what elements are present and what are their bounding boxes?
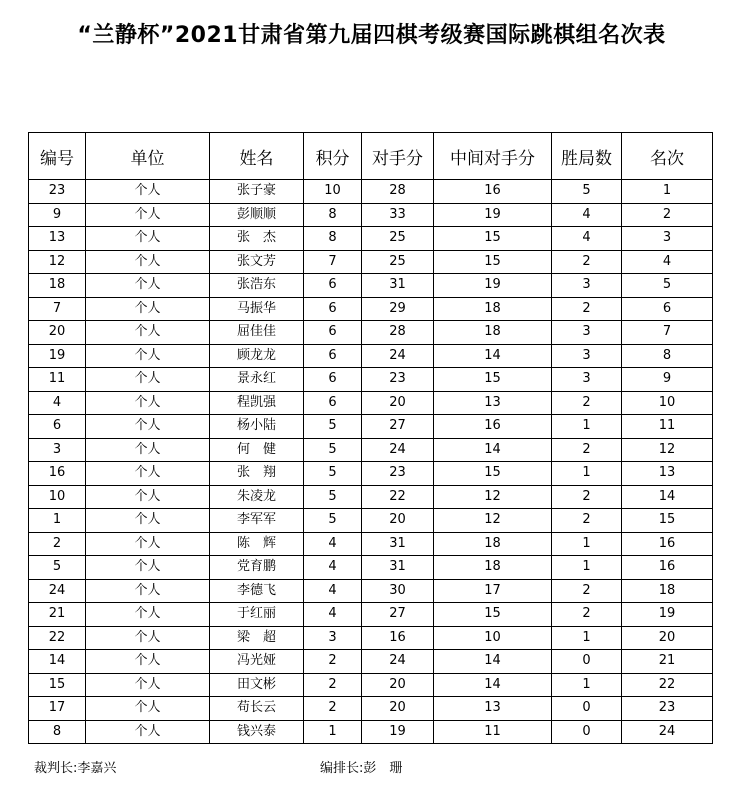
cell-opponent-score: 20 xyxy=(362,391,434,415)
cell-wins: 2 xyxy=(552,509,622,533)
cell-unit: 个人 xyxy=(86,532,210,556)
cell-unit: 个人 xyxy=(86,556,210,580)
cell-median-opponent-score: 17 xyxy=(434,579,552,603)
cell-id: 24 xyxy=(29,579,86,603)
cell-rank: 11 xyxy=(622,415,713,439)
table-row xyxy=(29,720,713,744)
cell-points: 6 xyxy=(304,391,362,415)
cell-wins: 3 xyxy=(552,321,622,345)
cell-wins: 3 xyxy=(552,368,622,392)
cell-wins: 2 xyxy=(552,438,622,462)
cell-median-opponent-score: 18 xyxy=(434,532,552,556)
cell-wins: 2 xyxy=(552,579,622,603)
cell-id: 13 xyxy=(29,227,86,251)
cell-unit: 个人 xyxy=(86,344,210,368)
cell-id: 12 xyxy=(29,250,86,274)
cell-median-opponent-score: 18 xyxy=(434,297,552,321)
cell-opponent-score: 22 xyxy=(362,485,434,509)
cell-wins: 1 xyxy=(552,556,622,580)
cell-name: 景永红 xyxy=(210,368,304,392)
cell-unit: 个人 xyxy=(86,603,210,627)
cell-points: 8 xyxy=(304,227,362,251)
cell-id: 19 xyxy=(29,344,86,368)
cell-unit: 个人 xyxy=(86,321,210,345)
table-row xyxy=(29,532,713,556)
cell-opponent-score: 20 xyxy=(362,697,434,721)
cell-id: 15 xyxy=(29,673,86,697)
cell-wins: 1 xyxy=(552,673,622,697)
cell-wins: 3 xyxy=(552,344,622,368)
cell-wins: 5 xyxy=(552,180,622,204)
cell-unit: 个人 xyxy=(86,203,210,227)
cell-opponent-score: 23 xyxy=(362,462,434,486)
cell-wins: 2 xyxy=(552,297,622,321)
cell-rank: 10 xyxy=(622,391,713,415)
cell-wins: 1 xyxy=(552,462,622,486)
cell-points: 6 xyxy=(304,274,362,298)
cell-rank: 7 xyxy=(622,321,713,345)
cell-unit: 个人 xyxy=(86,274,210,298)
cell-rank: 3 xyxy=(622,227,713,251)
table-row xyxy=(29,227,713,251)
cell-wins: 1 xyxy=(552,415,622,439)
cell-points: 2 xyxy=(304,697,362,721)
cell-unit: 个人 xyxy=(86,415,210,439)
cell-opponent-score: 29 xyxy=(362,297,434,321)
cell-opponent-score: 25 xyxy=(362,250,434,274)
table-row xyxy=(29,650,713,674)
cell-opponent-score: 24 xyxy=(362,344,434,368)
cell-opponent-score: 28 xyxy=(362,321,434,345)
cell-opponent-score: 27 xyxy=(362,603,434,627)
cell-name: 田文彬 xyxy=(210,673,304,697)
cell-unit: 个人 xyxy=(86,438,210,462)
cell-unit: 个人 xyxy=(86,509,210,533)
cell-wins: 4 xyxy=(552,227,622,251)
cell-points: 4 xyxy=(304,579,362,603)
cell-id: 9 xyxy=(29,203,86,227)
header-id: 编号 xyxy=(29,133,86,180)
cell-name: 党育鹏 xyxy=(210,556,304,580)
cell-rank: 24 xyxy=(622,720,713,744)
cell-name: 顾龙龙 xyxy=(210,344,304,368)
cell-median-opponent-score: 15 xyxy=(434,368,552,392)
cell-id: 22 xyxy=(29,626,86,650)
cell-median-opponent-score: 10 xyxy=(434,626,552,650)
cell-opponent-score: 30 xyxy=(362,579,434,603)
cell-name: 李军军 xyxy=(210,509,304,533)
cell-median-opponent-score: 15 xyxy=(434,227,552,251)
table-row xyxy=(29,438,713,462)
cell-median-opponent-score: 15 xyxy=(434,462,552,486)
cell-points: 2 xyxy=(304,650,362,674)
cell-points: 1 xyxy=(304,720,362,744)
cell-name: 何 健 xyxy=(210,438,304,462)
header-rank: 名次 xyxy=(622,133,713,180)
cell-points: 8 xyxy=(304,203,362,227)
cell-points: 4 xyxy=(304,556,362,580)
cell-id: 1 xyxy=(29,509,86,533)
cell-wins: 4 xyxy=(552,203,622,227)
header-name: 姓名 xyxy=(210,133,304,180)
cell-rank: 14 xyxy=(622,485,713,509)
cell-id: 11 xyxy=(29,368,86,392)
cell-points: 4 xyxy=(304,603,362,627)
cell-rank: 9 xyxy=(622,368,713,392)
cell-name: 苟长云 xyxy=(210,697,304,721)
cell-rank: 5 xyxy=(622,274,713,298)
cell-unit: 个人 xyxy=(86,650,210,674)
cell-opponent-score: 25 xyxy=(362,227,434,251)
table-row xyxy=(29,556,713,580)
cell-median-opponent-score: 15 xyxy=(434,603,552,627)
cell-name: 张 杰 xyxy=(210,227,304,251)
cell-unit: 个人 xyxy=(86,462,210,486)
cell-wins: 2 xyxy=(552,603,622,627)
cell-unit: 个人 xyxy=(86,250,210,274)
table-row xyxy=(29,297,713,321)
cell-opponent-score: 24 xyxy=(362,438,434,462)
arranger-label: 编排长:彭 珊 xyxy=(320,761,403,776)
cell-name: 陈 辉 xyxy=(210,532,304,556)
header-opponent-score: 对手分 xyxy=(362,133,434,180)
cell-wins: 2 xyxy=(552,250,622,274)
cell-id: 14 xyxy=(29,650,86,674)
cell-rank: 22 xyxy=(622,673,713,697)
cell-points: 5 xyxy=(304,438,362,462)
referee-label: 裁判长:李嘉兴 xyxy=(34,761,117,776)
header-points: 积分 xyxy=(304,133,362,180)
table-row xyxy=(29,391,713,415)
table-row xyxy=(29,321,713,345)
cell-id: 21 xyxy=(29,603,86,627)
cell-points: 4 xyxy=(304,532,362,556)
cell-median-opponent-score: 19 xyxy=(434,203,552,227)
cell-wins: 0 xyxy=(552,650,622,674)
cell-name: 屈佳佳 xyxy=(210,321,304,345)
cell-name: 张浩东 xyxy=(210,274,304,298)
header-unit: 单位 xyxy=(86,133,210,180)
header-median-opponent-score: 中间对手分 xyxy=(434,133,552,180)
table-row xyxy=(29,344,713,368)
cell-opponent-score: 16 xyxy=(362,626,434,650)
header-wins: 胜局数 xyxy=(552,133,622,180)
cell-rank: 4 xyxy=(622,250,713,274)
cell-id: 20 xyxy=(29,321,86,345)
cell-median-opponent-score: 18 xyxy=(434,321,552,345)
table-row xyxy=(29,368,713,392)
cell-id: 8 xyxy=(29,720,86,744)
cell-rank: 12 xyxy=(622,438,713,462)
cell-wins: 0 xyxy=(552,697,622,721)
cell-name: 杨小陆 xyxy=(210,415,304,439)
cell-name: 程凯强 xyxy=(210,391,304,415)
cell-median-opponent-score: 19 xyxy=(434,274,552,298)
cell-median-opponent-score: 14 xyxy=(434,438,552,462)
cell-wins: 2 xyxy=(552,485,622,509)
cell-median-opponent-score: 14 xyxy=(434,650,552,674)
cell-rank: 15 xyxy=(622,509,713,533)
cell-wins: 1 xyxy=(552,626,622,650)
table-row xyxy=(29,415,713,439)
cell-rank: 16 xyxy=(622,532,713,556)
cell-unit: 个人 xyxy=(86,227,210,251)
cell-median-opponent-score: 12 xyxy=(434,509,552,533)
cell-name: 张文芳 xyxy=(210,250,304,274)
cell-points: 6 xyxy=(304,297,362,321)
cell-name: 马振华 xyxy=(210,297,304,321)
table-row xyxy=(29,603,713,627)
cell-points: 3 xyxy=(304,626,362,650)
cell-unit: 个人 xyxy=(86,485,210,509)
cell-opponent-score: 31 xyxy=(362,274,434,298)
cell-unit: 个人 xyxy=(86,368,210,392)
table-row xyxy=(29,180,713,204)
cell-unit: 个人 xyxy=(86,391,210,415)
cell-median-opponent-score: 13 xyxy=(434,697,552,721)
cell-id: 7 xyxy=(29,297,86,321)
cell-rank: 6 xyxy=(622,297,713,321)
ranking-table xyxy=(28,132,713,744)
table-row xyxy=(29,579,713,603)
cell-unit: 个人 xyxy=(86,626,210,650)
cell-wins: 2 xyxy=(552,391,622,415)
cell-opponent-score: 33 xyxy=(362,203,434,227)
cell-id: 4 xyxy=(29,391,86,415)
cell-opponent-score: 20 xyxy=(362,509,434,533)
cell-points: 5 xyxy=(304,415,362,439)
cell-points: 5 xyxy=(304,485,362,509)
cell-id: 17 xyxy=(29,697,86,721)
cell-name: 冯光娅 xyxy=(210,650,304,674)
cell-id: 3 xyxy=(29,438,86,462)
cell-rank: 1 xyxy=(622,180,713,204)
cell-median-opponent-score: 14 xyxy=(434,344,552,368)
cell-id: 2 xyxy=(29,532,86,556)
cell-name: 钱兴泰 xyxy=(210,720,304,744)
cell-id: 23 xyxy=(29,180,86,204)
cell-points: 6 xyxy=(304,344,362,368)
cell-opponent-score: 20 xyxy=(362,673,434,697)
cell-points: 7 xyxy=(304,250,362,274)
cell-opponent-score: 24 xyxy=(362,650,434,674)
table-row xyxy=(29,462,713,486)
cell-opponent-score: 23 xyxy=(362,368,434,392)
cell-points: 2 xyxy=(304,673,362,697)
cell-wins: 1 xyxy=(552,532,622,556)
cell-median-opponent-score: 13 xyxy=(434,391,552,415)
cell-median-opponent-score: 18 xyxy=(434,556,552,580)
cell-unit: 个人 xyxy=(86,697,210,721)
cell-opponent-score: 31 xyxy=(362,532,434,556)
cell-id: 16 xyxy=(29,462,86,486)
cell-rank: 18 xyxy=(622,579,713,603)
cell-wins: 0 xyxy=(552,720,622,744)
cell-points: 5 xyxy=(304,462,362,486)
cell-opponent-score: 27 xyxy=(362,415,434,439)
cell-rank: 16 xyxy=(622,556,713,580)
cell-median-opponent-score: 15 xyxy=(434,250,552,274)
table-row xyxy=(29,673,713,697)
cell-opponent-score: 28 xyxy=(362,180,434,204)
page-title: “兰静杯”2021甘肃省第九届四棋考级赛国际跳棋组名次表 xyxy=(77,23,666,48)
table-row xyxy=(29,509,713,533)
table-row xyxy=(29,626,713,650)
cell-points: 10 xyxy=(304,180,362,204)
cell-wins: 3 xyxy=(552,274,622,298)
cell-name: 于红丽 xyxy=(210,603,304,627)
cell-name: 张子豪 xyxy=(210,180,304,204)
cell-median-opponent-score: 16 xyxy=(434,180,552,204)
cell-unit: 个人 xyxy=(86,180,210,204)
cell-id: 10 xyxy=(29,485,86,509)
cell-rank: 13 xyxy=(622,462,713,486)
cell-id: 18 xyxy=(29,274,86,298)
cell-median-opponent-score: 11 xyxy=(434,720,552,744)
cell-name: 梁 超 xyxy=(210,626,304,650)
table-row xyxy=(29,485,713,509)
cell-rank: 2 xyxy=(622,203,713,227)
cell-rank: 8 xyxy=(622,344,713,368)
cell-points: 5 xyxy=(304,509,362,533)
cell-unit: 个人 xyxy=(86,579,210,603)
cell-name: 张 翔 xyxy=(210,462,304,486)
cell-rank: 21 xyxy=(622,650,713,674)
cell-name: 彭顺顺 xyxy=(210,203,304,227)
cell-rank: 23 xyxy=(622,697,713,721)
cell-points: 6 xyxy=(304,321,362,345)
cell-median-opponent-score: 12 xyxy=(434,485,552,509)
cell-unit: 个人 xyxy=(86,720,210,744)
cell-id: 6 xyxy=(29,415,86,439)
cell-median-opponent-score: 16 xyxy=(434,415,552,439)
table-row xyxy=(29,250,713,274)
cell-opponent-score: 31 xyxy=(362,556,434,580)
cell-unit: 个人 xyxy=(86,297,210,321)
cell-median-opponent-score: 14 xyxy=(434,673,552,697)
cell-points: 6 xyxy=(304,368,362,392)
cell-id: 5 xyxy=(29,556,86,580)
table-header-row xyxy=(29,133,713,180)
table-row xyxy=(29,203,713,227)
cell-opponent-score: 19 xyxy=(362,720,434,744)
cell-rank: 20 xyxy=(622,626,713,650)
cell-name: 朱凌龙 xyxy=(210,485,304,509)
cell-rank: 19 xyxy=(622,603,713,627)
cell-unit: 个人 xyxy=(86,673,210,697)
cell-name: 李德飞 xyxy=(210,579,304,603)
table-row xyxy=(29,274,713,298)
table-row xyxy=(29,697,713,721)
